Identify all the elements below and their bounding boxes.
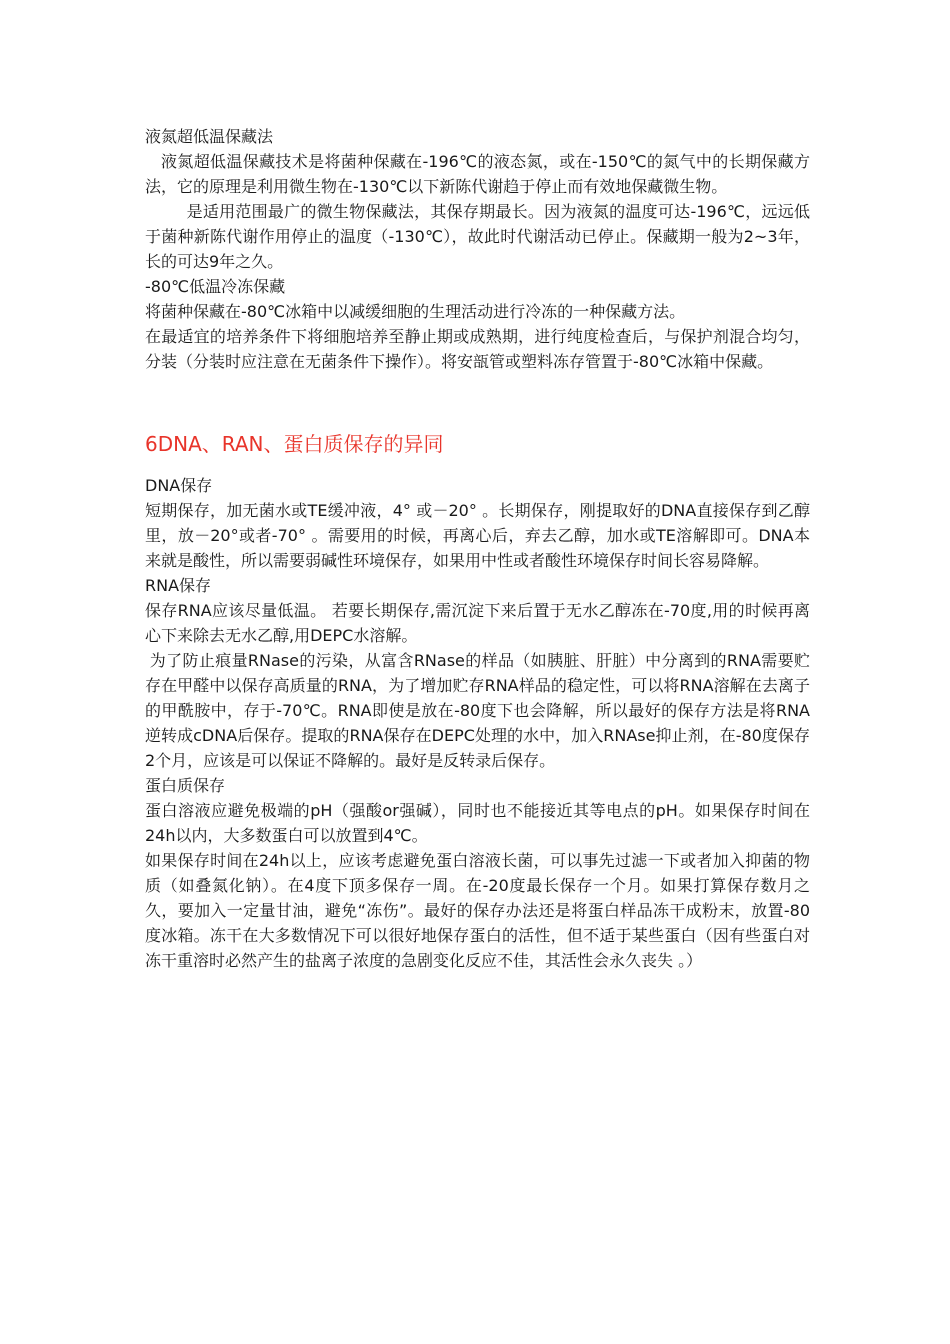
section-title-storage-comparison: 6DNA、RAN、蛋白质保存的异同	[145, 432, 444, 456]
heading-rna-storage: RNA保存	[145, 576, 212, 595]
paragraph-rna-storage-detail: 为了防止痕量RNase的污染，从富含RNase的样品（如胰脏、肝脏）中分离到的RNA需要贮存在甲醛中以保存高质量的RNA，为了增加贮存RNA样品的稳定性，可以将RNA溶解在去离子的甲酰胺中，存于-70℃。RNA即使是放在-80度下也会降解，所以最好的保存方法是将RNA逆转成cDNA后保存。提取的RNA保存在DEPC处理的水中，加入RNAse抑止剂，在-80度保存2个月，应该是可以保证不降解的。最好是反转录后保存。	[145, 651, 810, 770]
paragraph-protein-storage-long-term: 如果保存时间在24h以上，应该考虑避免蛋白溶液长菌，可以事先过滤一下或者加入抑菌的物质（如叠氮化钠）。在4度下顶多保存一周。在-20度最长保存一个月。如果打算保存数月之久，要加入一定量甘油，避免“冻伤”。最好的保存办法还是将蛋白样品冻干成粉末，放置-80度冰箱。冻干在大多数情况下可以很好地保存蛋白的活性，但不适于某些蛋白（因有些蛋白对冻干重溶时必然产生的盐离子浓度的急剧变化反应不佳，其活性会永久丧失 。）	[145, 851, 810, 970]
paragraph-dna-storage: 短期保存，加无菌水或TE缓冲液，4° 或－20° 。长期保存，刚提取好的DNA直接保存到乙醇里，放－20°或者-70° 。需要用的时候，再离心后，弃去乙醇，加水或TE溶解即可。DNA本来就是酸性，所以需要弱碱性环境保存，如果用中性或者酸性环境保存时间长容易降解。	[145, 501, 810, 570]
document-body	[145, 124, 810, 973]
heading-liquid-nitrogen: 液氮超低温保藏法	[145, 127, 274, 146]
paragraph-minus80-procedure: 在最适宜的培养条件下将细胞培养至静止期或成熟期，进行纯度检查后，与保护剂混合均匀，分装（分装时应注意在无菌条件下操作）。将安瓿管或塑料冻存管置于-80℃冰箱中保藏。	[145, 327, 810, 371]
paragraph-minus80-definition: 将菌种保藏在-80℃冰箱中以减缓细胞的生理活动进行冷冻的一种保藏方法。	[145, 302, 686, 321]
heading-dna-storage: DNA保存	[145, 476, 213, 495]
paragraph-liquid-nitrogen-principle: 液氮超低温保藏技术是将菌种保藏在-196℃的液态氮，或在-150℃的氮气中的长期保藏方法，它的原理是利用微生物在-130℃以下新陈代谢趋于停止而有效地保藏微生物。	[145, 152, 810, 196]
paragraph-protein-storage-ph: 蛋白溶液应避免极端的pH（强酸or强碱），同时也不能接近其等电点的pH。如果保存时间在24h以内，大多数蛋白可以放置到4℃。	[145, 801, 810, 845]
heading-minus80-freezing: -80℃低温冷冻保藏	[145, 277, 286, 296]
heading-protein-storage: 蛋白质保存	[145, 776, 226, 795]
paragraph-rna-storage-basic: 保存RNA应该尽量低温。 若要长期保存,需沉淀下来后置于无水乙醇冻在-70度,用的时候再离心下来除去无水乙醇,用DEPC水溶解。	[145, 601, 810, 645]
paragraph-liquid-nitrogen-scope: 是适用范围最广的微生物保藏法，其保存期最长。因为液氮的温度可达-196℃，远远低于菌种新陈代谢作用停止的温度（-130℃），故此时代谢活动已停止。保藏期一般为2~3年，长的可达9年之久。	[145, 202, 810, 271]
section-spacer	[145, 374, 810, 430]
